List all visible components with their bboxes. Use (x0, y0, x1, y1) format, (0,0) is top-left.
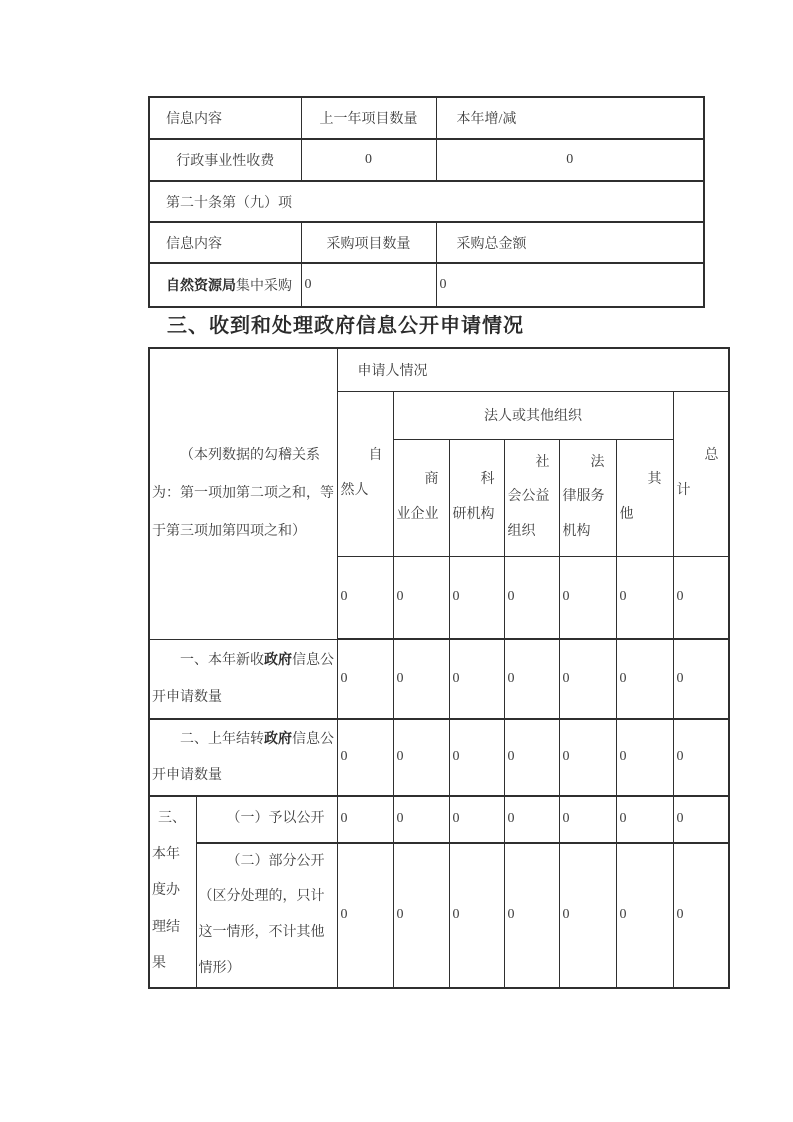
article-20-9-label: 第二十条第（九）项 (149, 181, 704, 222)
procurement-org-label (149, 263, 301, 307)
fees-header-change: 本年增/减 (436, 97, 704, 139)
new-requests-label-bold: 政府 (264, 651, 292, 668)
summary-value-natural-person: 0 (337, 556, 393, 639)
granted-value-other: 0 (616, 796, 673, 843)
carryover-value-commercial: 0 (393, 719, 449, 796)
summary-value-research: 0 (449, 556, 504, 639)
results-group-label: 三、本年度办理结果 (149, 796, 196, 988)
partial-value-natural-person: 0 (337, 843, 393, 988)
new-requests-label-post: 信息公开申请数量 (152, 653, 334, 705)
procurement-row (149, 263, 704, 307)
new-value-other: 0 (616, 639, 673, 719)
procurement-header-row (149, 222, 704, 263)
granted-value-natural-person: 0 (337, 796, 393, 843)
carryover-label-pre: 二、上年结转 (180, 732, 264, 747)
procurement-header-amount: 采购总金额 (436, 222, 704, 263)
granted-row (149, 796, 729, 843)
granted-value-total: 0 (673, 796, 729, 843)
applicant-header-row (149, 348, 729, 391)
carryover-requests-label (149, 719, 337, 796)
new-requests-row (149, 639, 729, 719)
granted-label: （一）予以公开 (196, 796, 337, 843)
fees-procurement-table (148, 96, 705, 308)
partial-row (149, 843, 729, 988)
new-value-total: 0 (673, 639, 729, 719)
new-requests-label-pre: 一、本年新收 (180, 653, 264, 669)
partial-value-legal-service: 0 (559, 843, 616, 988)
new-value-legal-service: 0 (559, 639, 616, 719)
carryover-value-natural-person: 0 (337, 719, 393, 796)
partial-value-research: 0 (449, 843, 504, 988)
col-header-legal-service-org: 法律服务机构 (559, 439, 616, 556)
partial-value-public-welfare: 0 (504, 843, 559, 988)
partial-label: （二）部分公开（区分处理的，只计这一情形，不计其他情形） (196, 843, 337, 988)
new-value-research: 0 (449, 639, 504, 719)
fees-header-row (149, 97, 704, 139)
col-header-public-welfare-org: 社会公益组织 (504, 439, 559, 556)
partial-value-commercial: 0 (393, 843, 449, 988)
col-header-other: 其他 (616, 439, 673, 556)
carryover-requests-row (149, 719, 729, 796)
fees-header-prev-count: 上一年项目数量 (301, 97, 436, 139)
procurement-header-count: 采购项目数量 (301, 222, 436, 263)
summary-value-other: 0 (616, 556, 673, 639)
granted-value-legal-service: 0 (559, 796, 616, 843)
procurement-label-rest: 集中采购 (236, 279, 292, 294)
fee-row (149, 139, 704, 181)
carryover-value-research: 0 (449, 719, 504, 796)
new-requests-label (149, 639, 337, 719)
carryover-value-total: 0 (673, 719, 729, 796)
fee-label: 行政事业性收费 (149, 139, 301, 181)
requests-table (148, 347, 730, 989)
carryover-label-bold: 政府 (264, 730, 292, 746)
summary-value-commercial: 0 (393, 556, 449, 639)
col-header-total: 总计 (673, 391, 729, 556)
legal-entity-group-header: 法人或其他组织 (393, 391, 673, 439)
new-value-natural-person: 0 (337, 639, 393, 719)
fee-prev-count-value: 0 (301, 139, 436, 181)
new-value-commercial: 0 (393, 639, 449, 719)
procurement-header-info: 信息内容 (149, 222, 301, 263)
carryover-value-public-welfare: 0 (504, 719, 559, 796)
fee-change-value: 0 (436, 139, 704, 181)
summary-value-total: 0 (673, 556, 729, 639)
new-value-public-welfare: 0 (504, 639, 559, 719)
section-heading: 三、收到和处理政府信息公开申请情况 (167, 315, 524, 337)
partial-value-total: 0 (673, 843, 729, 988)
col-header-commercial-enterprise: 商业企业 (393, 439, 449, 556)
granted-value-public-welfare: 0 (504, 796, 559, 843)
summary-value-public-welfare: 0 (504, 556, 559, 639)
col-header-natural-person: 自然人 (337, 391, 393, 556)
carryover-label-post: 信息公开申请数量 (152, 732, 334, 784)
carryover-value-legal-service: 0 (559, 719, 616, 796)
summary-value-legal-service: 0 (559, 556, 616, 639)
article-row (149, 181, 704, 222)
partial-value-other: 0 (616, 843, 673, 988)
applicant-status-header: 申请人情况 (337, 348, 729, 391)
granted-value-commercial: 0 (393, 796, 449, 843)
carryover-value-other: 0 (616, 719, 673, 796)
col-header-research-institution: 科研机构 (449, 439, 504, 556)
procurement-count-value: 0 (301, 263, 436, 307)
procurement-amount-value: 0 (436, 263, 704, 307)
fees-header-info: 信息内容 (149, 97, 301, 139)
reconciliation-note-cell: （本列数据的勾稽关系为：第一项加第二项之和，等于第三项加第四项之和） (149, 348, 337, 639)
granted-value-research: 0 (449, 796, 504, 843)
procurement-org-name: 自然资源局 (166, 277, 236, 293)
